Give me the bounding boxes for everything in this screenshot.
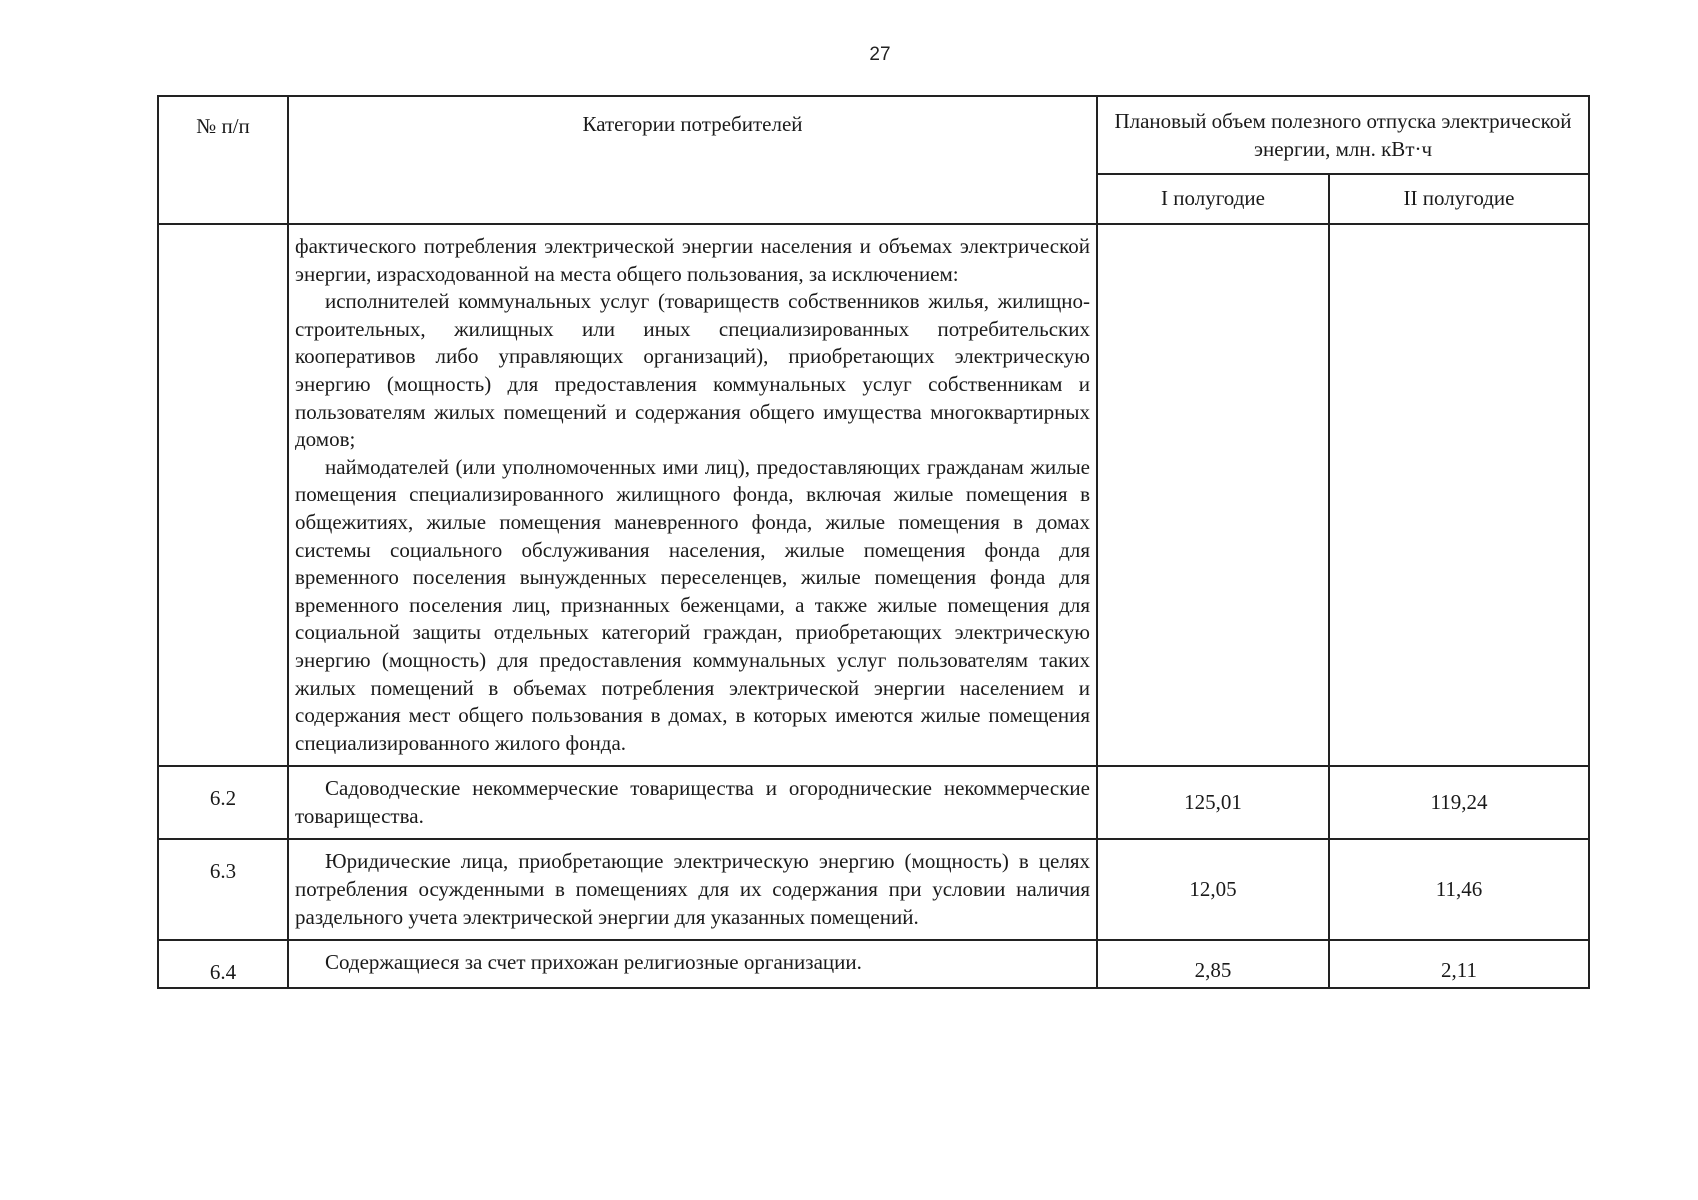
row-half1-value: 12,05 xyxy=(1097,839,1329,940)
row-half1-value: 125,01 xyxy=(1097,766,1329,839)
row-half1-value: 2,85 xyxy=(1097,940,1329,988)
row-num: 6.4 xyxy=(158,940,288,988)
consumption-table xyxy=(157,95,1590,989)
row-half2-value: 11,46 xyxy=(1329,839,1589,940)
continuation-paragraph: исполнителей коммунальных услуг (товариществ собственников жилья, жилищно-строительных, жилищных или иных специализированных потребительских кооперативов либо управляющих организаций), приобретающих электрическую энергию (мощность) для предоставления коммунальных услуг собственникам и пользователям жилых помещений и содержания общего имущества многоквартирных домов; xyxy=(295,289,1090,452)
row-text-paragraph: Содержащиеся за счет прихожан религиозные организации. xyxy=(325,950,862,975)
page-number: 27 xyxy=(869,44,891,65)
header-volume: Плановый объем полезного отпуска электрической энергии, млн. кВт·ч xyxy=(1097,96,1589,174)
continuation-text-cell xyxy=(288,224,1097,766)
table-row-continuation xyxy=(158,224,1589,766)
row-num: 6.3 xyxy=(158,839,288,940)
row-text xyxy=(288,766,1097,839)
continuation-half2-cell xyxy=(1329,224,1589,766)
header-row xyxy=(158,96,1589,174)
row-num: 6.2 xyxy=(158,766,288,839)
row-half2-value: 119,24 xyxy=(1329,766,1589,839)
continuation-half1-cell xyxy=(1097,224,1329,766)
row-text xyxy=(288,940,1097,988)
row-text xyxy=(288,839,1097,940)
table-row xyxy=(158,839,1589,940)
continuation-paragraph: наймодателей (или уполномоченных ими лиц), предоставляющих гражданам жилые помещения специализированного жилищного фонда, включая жилые помещения в общежитиях, жилые помещения маневренного фонда, жилые помещения в домах системы социального обслуживания населения, жилые помещения фонда для временного поселения вынужденных переселенцев, жилые помещения фонда для временного поселения лиц, признанных беженцами, а также жилые помещения для социальной защиты отдельных категорий граждан, приобретающих электрическую энергию (мощность) для предоставления коммунальных услуг пользователям таких жилых помещений в объемах потребления электрической энергии населением и содержания мест общего пользования в домах, в которых имеются жилые помещения специализированного жилого фонда. xyxy=(295,454,1090,755)
table-row xyxy=(158,766,1589,839)
row-text-paragraph: Юридические лица, приобретающие электрическую энергию (мощность) в целях потребления осужденными в помещениях для их содержания при условии наличия раздельного учета электрической энергии для указанных помещений. xyxy=(295,849,1090,929)
header-num: № п/п xyxy=(158,96,288,224)
continuation-paragraph: фактического потребления электрической энергии населения и объемах электрической энергии, израсходованной на места общего пользования, за исключением: xyxy=(295,234,1090,286)
continuation-num-cell xyxy=(158,224,288,766)
row-half2-value: 2,11 xyxy=(1329,940,1589,988)
row-text-paragraph: Садоводческие некоммерческие товарищества и огороднические некоммерческие товарищества. xyxy=(295,776,1090,828)
header-half1: I полугодие xyxy=(1097,174,1329,224)
table-row xyxy=(158,940,1589,988)
header-half2: II полугодие xyxy=(1329,174,1589,224)
header-category: Категории потребителей xyxy=(288,96,1097,224)
